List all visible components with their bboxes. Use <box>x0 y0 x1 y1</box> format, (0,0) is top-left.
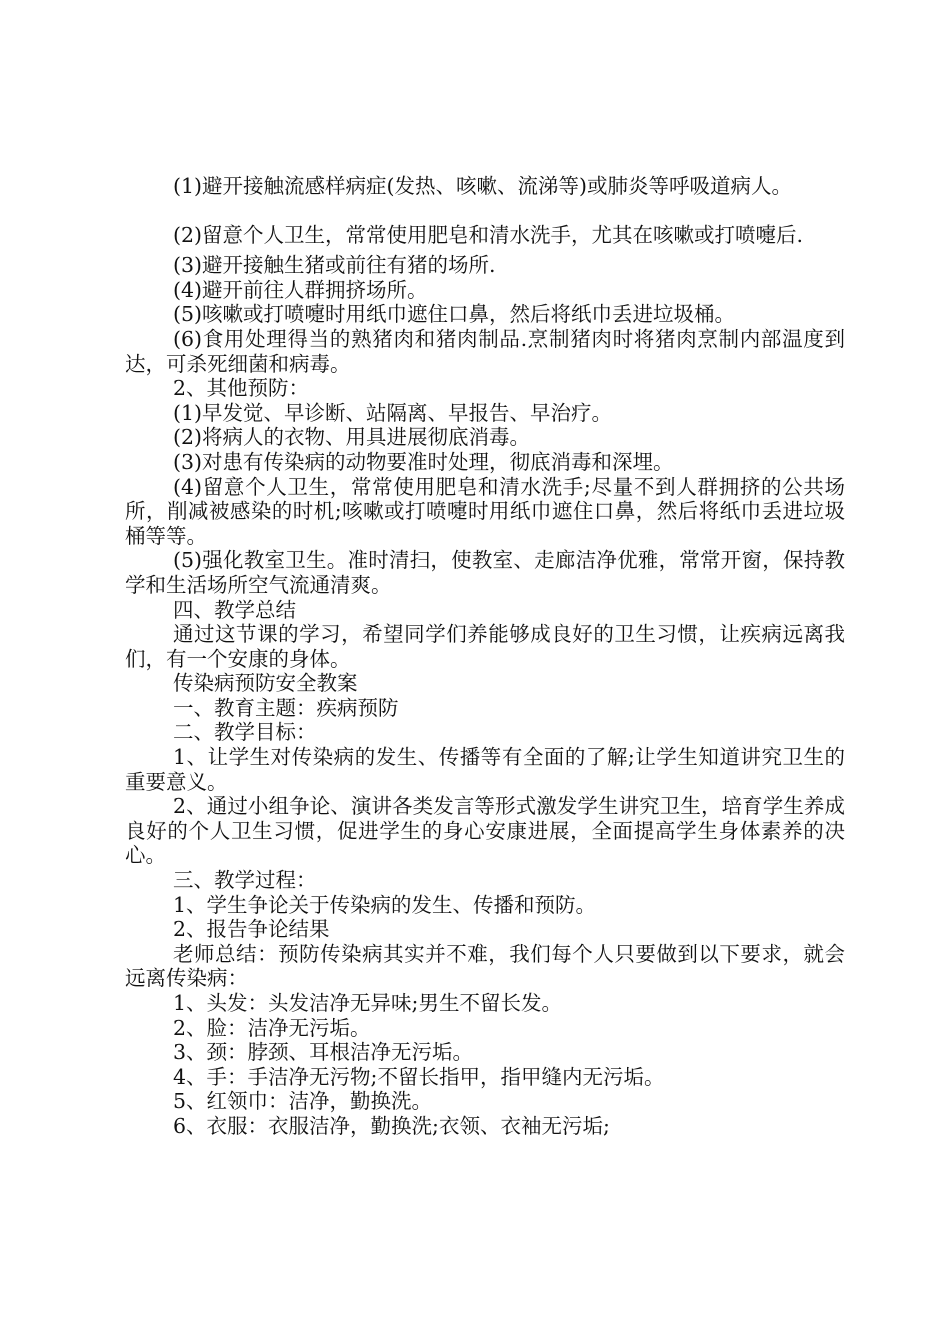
paragraph: (5)强化教室卫生。准时清扫，使教室、走廊洁净优雅，常常开窗，保持教学和生活场所空气流通清爽。 <box>125 548 845 597</box>
paragraph: (2)留意个人卫生，常常使用肥皂和清水洗手，尤其在咳嗽或打喷嚏后. <box>173 222 804 247</box>
paragraph: (3)避开接触生猪或前往有猪的场所. <box>173 253 496 278</box>
paragraph: (4)留意个人卫生，常常使用肥皂和清水洗手;尽量不到人群拥挤的公共场所，削减被感染的时机;咳嗽或打喷嚏时用纸巾遮住口鼻，然后将纸巾丢进垃圾桶等等。 <box>125 474 845 548</box>
paragraph: (3)对患有传染病的动物要准时处理，彻底消毒和深埋。 <box>173 449 674 474</box>
paragraph: (6)食用处理得当的熟猪肉和猪肉制品.烹制猪肉时将猪肉烹制内部温度到达，可杀死细菌和病毒。 <box>125 326 845 376</box>
paragraph: (4)避开前往人群拥挤场所。 <box>173 277 428 302</box>
paragraph: (5)咳嗽或打喷嚏时用纸巾遮住口鼻，然后将纸巾丢进垃圾桶。 <box>173 302 736 327</box>
section-heading: 二、教学目标： <box>173 720 317 745</box>
section-heading: 一、教育主题：疾病预防 <box>173 695 399 720</box>
paragraph: 1、学生争论关于传染病的发生、传播和预防。 <box>173 892 597 917</box>
paragraph: (1)早发觉、早诊断、站隔离、早报告、早治疗。 <box>173 400 613 425</box>
paragraph: 2、通过小组争论、演讲各类发言等形式激发学生讲究卫生，培育学生养成良好的个人卫生习惯，促进学生的身心安康进展，全面提高学生身体素养的决心。 <box>125 794 845 868</box>
paragraph: 1、让学生对传染病的发生、传播等有全面的了解;让学生知道讲究卫生的重要意义。 <box>125 745 845 794</box>
list-item: 5、红领巾：洁净，勤换洗。 <box>173 1089 433 1114</box>
list-item: 4、手：手洁净无污物;不留长指甲，指甲缝内无污垢。 <box>173 1064 665 1089</box>
document-title: 传染病预防安全教案 <box>173 671 358 696</box>
paragraph: 通过这节课的学习，希望同学们养能够成良好的卫生习惯，让疾病远离我们，有一个安康的身体。 <box>125 622 845 671</box>
list-item: 2、脸：洁净无污垢。 <box>173 1015 371 1040</box>
paragraph: (2)将病人的衣物、用具进展彻底消毒。 <box>173 425 531 450</box>
list-item: 6、衣服：衣服洁净，勤换洗;衣领、衣袖无污垢; <box>173 1113 610 1138</box>
section-heading: 三、教学过程： <box>173 868 317 893</box>
paragraph: 老师总结：预防传染病其实并不难，我们每个人只要做到以下要求，就会远离传染病： <box>125 941 845 991</box>
section-heading: 2、其他预防： <box>173 376 310 401</box>
paragraph: 2、报告争论结果 <box>173 917 330 942</box>
list-item: 1、头发：头发洁净无异味;男生不留长发。 <box>173 991 562 1015</box>
paragraph: (1)避开接触流感样病症(发热、咳嗽、流涕等)或肺炎等呼吸道病人。 <box>173 174 793 198</box>
list-item: 3、颈：脖颈、耳根洁净无污垢。 <box>173 1040 474 1065</box>
document-body <box>125 174 845 1139</box>
section-heading: 四、教学总结 <box>173 597 296 622</box>
